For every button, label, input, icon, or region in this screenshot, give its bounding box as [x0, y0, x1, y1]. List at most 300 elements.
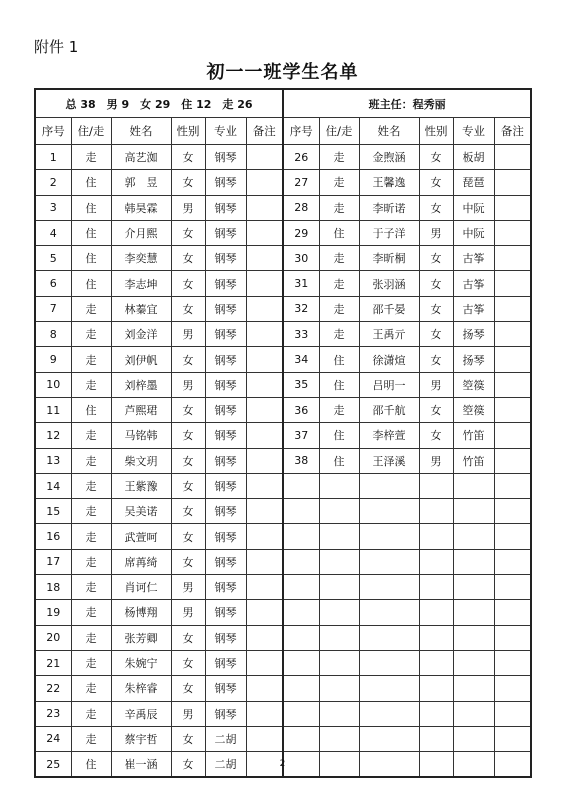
cell-gender: 女: [419, 322, 453, 347]
cell-gender: 女: [419, 423, 453, 448]
cell-seq: 34: [283, 347, 319, 372]
cell-stay: 走: [319, 296, 359, 321]
cell-major: 钢琴: [205, 372, 246, 397]
cell-name: 李奕慧: [111, 246, 171, 271]
table-row: [35, 473, 531, 498]
cell-major: 钢琴: [205, 575, 246, 600]
cell-remark: [494, 600, 531, 625]
cell-seq: 8: [35, 322, 71, 347]
header-cell: 性别: [419, 118, 453, 145]
cell-gender: 女: [171, 625, 205, 650]
cell-seq: 16: [35, 524, 71, 549]
cell-name: 邵千航: [359, 397, 419, 422]
cell-name: 朱梓睿: [111, 676, 171, 701]
cell-seq: [283, 600, 319, 625]
cell-remark: [494, 650, 531, 675]
cell-major: 钢琴: [205, 296, 246, 321]
cell-remark: [494, 347, 531, 372]
cell-gender: 男: [171, 372, 205, 397]
cell-seq: 13: [35, 448, 71, 473]
cell-stay: 走: [71, 524, 111, 549]
cell-gender: 男: [171, 600, 205, 625]
cell-stay: 住: [319, 372, 359, 397]
cell-major: 扬琴: [453, 347, 494, 372]
class-counts: 总 38 男 9 女 29 住 12 走 26: [35, 89, 283, 118]
cell-gender: 女: [171, 752, 205, 778]
cell-name: 辛禹辰: [111, 701, 171, 726]
cell-gender: 女: [171, 271, 205, 296]
cell-seq: 30: [283, 246, 319, 271]
cell-name: 柴文玥: [111, 448, 171, 473]
cell-name: 马铭韩: [111, 423, 171, 448]
table-row: [35, 499, 531, 524]
cell-seq: [283, 676, 319, 701]
cell-remark: [494, 195, 531, 220]
cell-name: [359, 600, 419, 625]
cell-seq: 1: [35, 145, 71, 170]
cell-stay: 走: [319, 271, 359, 296]
cell-seq: 9: [35, 347, 71, 372]
cell-name: 肖诃仁: [111, 575, 171, 600]
summary-row: [35, 89, 531, 118]
cell-name: 林蓁宜: [111, 296, 171, 321]
cell-name: 王泽溪: [359, 448, 419, 473]
cell-remark: [494, 499, 531, 524]
cell-seq: 15: [35, 499, 71, 524]
cell-name: [359, 625, 419, 650]
cell-gender: [419, 575, 453, 600]
cell-gender: 男: [171, 322, 205, 347]
cell-gender: 女: [171, 423, 205, 448]
cell-gender: [419, 625, 453, 650]
cell-gender: 女: [419, 271, 453, 296]
page-title: 初一一班学生名单: [206, 62, 359, 83]
cell-gender: 女: [419, 170, 453, 195]
cell-stay: 走: [319, 195, 359, 220]
cell-major: 钢琴: [205, 322, 246, 347]
cell-gender: 女: [419, 145, 453, 170]
cell-name: 李志坤: [111, 271, 171, 296]
cell-remark: [246, 271, 283, 296]
cell-seq: 19: [35, 600, 71, 625]
cell-name: 蔡宇哲: [111, 726, 171, 751]
cell-name: 李梓萱: [359, 423, 419, 448]
cell-major: [453, 650, 494, 675]
cell-gender: 女: [171, 220, 205, 245]
cell-stay: 走: [71, 347, 111, 372]
cell-name: 王馨逸: [359, 170, 419, 195]
cell-remark: [494, 170, 531, 195]
cell-remark: [246, 473, 283, 498]
cell-remark: [246, 372, 283, 397]
cell-major: 钢琴: [205, 271, 246, 296]
cell-stay: 住: [319, 220, 359, 245]
cell-seq: [283, 575, 319, 600]
cell-seq: 18: [35, 575, 71, 600]
cell-remark: [246, 220, 283, 245]
header-cell: 序号: [283, 118, 319, 145]
cell-gender: 男: [171, 195, 205, 220]
cell-stay: [319, 575, 359, 600]
cell-remark: [494, 676, 531, 701]
cell-gender: 女: [419, 397, 453, 422]
cell-remark: [494, 397, 531, 422]
cell-major: [453, 600, 494, 625]
cell-major: [453, 473, 494, 498]
cell-seq: 10: [35, 372, 71, 397]
cell-remark: [494, 246, 531, 271]
cell-remark: [494, 549, 531, 574]
cell-major: 钢琴: [205, 549, 246, 574]
cell-major: 琵琶: [453, 170, 494, 195]
table-row: [35, 423, 531, 448]
table-row: [35, 650, 531, 675]
cell-stay: 走: [319, 145, 359, 170]
student-roster-table: [34, 88, 532, 778]
cell-gender: 女: [419, 195, 453, 220]
table-row: [35, 296, 531, 321]
cell-major: 钢琴: [205, 701, 246, 726]
cell-stay: 走: [71, 473, 111, 498]
cell-major: 钢琴: [205, 347, 246, 372]
cell-gender: [419, 499, 453, 524]
cell-name: [359, 575, 419, 600]
cell-major: 中阮: [453, 220, 494, 245]
head-teacher: 班主任：程秀丽: [283, 89, 531, 118]
cell-remark: [494, 524, 531, 549]
cell-seq: [283, 625, 319, 650]
table-row: [35, 549, 531, 574]
table-row: [35, 246, 531, 271]
cell-seq: 27: [283, 170, 319, 195]
cell-gender: 女: [419, 246, 453, 271]
cell-remark: [246, 600, 283, 625]
cell-remark: [246, 676, 283, 701]
cell-remark: [246, 322, 283, 347]
cell-stay: 住: [71, 397, 111, 422]
cell-seq: 3: [35, 195, 71, 220]
header-row: [35, 118, 531, 145]
table-row: [35, 347, 531, 372]
cell-remark: [246, 625, 283, 650]
header-cell: 专业: [453, 118, 494, 145]
cell-name: 崔一涵: [111, 752, 171, 778]
cell-remark: [494, 575, 531, 600]
cell-gender: [419, 650, 453, 675]
cell-remark: [246, 448, 283, 473]
cell-major: 钢琴: [205, 625, 246, 650]
cell-gender: 男: [419, 372, 453, 397]
cell-stay: 走: [71, 145, 111, 170]
cell-major: 二胡: [205, 752, 246, 778]
cell-stay: 住: [319, 347, 359, 372]
cell-gender: 女: [171, 676, 205, 701]
cell-major: 钢琴: [205, 524, 246, 549]
cell-remark: [246, 246, 283, 271]
cell-major: 古筝: [453, 246, 494, 271]
cell-remark: [494, 271, 531, 296]
cell-major: 钢琴: [205, 397, 246, 422]
cell-major: 钢琴: [205, 650, 246, 675]
cell-major: [453, 726, 494, 751]
cell-stay: 住: [71, 271, 111, 296]
cell-name: 芦熙珺: [111, 397, 171, 422]
cell-gender: 女: [171, 726, 205, 751]
header-cell: 姓名: [111, 118, 171, 145]
cell-seq: 37: [283, 423, 319, 448]
page-number: 2: [279, 759, 286, 769]
cell-stay: [319, 625, 359, 650]
cell-stay: [319, 676, 359, 701]
cell-seq: [283, 499, 319, 524]
cell-remark: [246, 296, 283, 321]
cell-name: 张羽涵: [359, 271, 419, 296]
table-row: [35, 701, 531, 726]
cell-seq: 25: [35, 752, 71, 778]
cell-name: [359, 650, 419, 675]
cell-gender: [419, 600, 453, 625]
cell-gender: 男: [419, 220, 453, 245]
cell-seq: 33: [283, 322, 319, 347]
cell-seq: 23: [35, 701, 71, 726]
cell-seq: 6: [35, 271, 71, 296]
cell-remark: [494, 625, 531, 650]
cell-remark: [494, 423, 531, 448]
cell-seq: 7: [35, 296, 71, 321]
cell-gender: 女: [171, 296, 205, 321]
cell-name: 郭 昱: [111, 170, 171, 195]
table-row: [35, 575, 531, 600]
cell-gender: 女: [171, 170, 205, 195]
cell-gender: 女: [171, 650, 205, 675]
cell-major: 钢琴: [205, 170, 246, 195]
cell-seq: [283, 650, 319, 675]
cell-gender: 女: [419, 296, 453, 321]
table-row: [35, 726, 531, 751]
table-row: [35, 195, 531, 220]
cell-gender: [419, 473, 453, 498]
cell-stay: [319, 549, 359, 574]
cell-major: [453, 549, 494, 574]
cell-major: 钢琴: [205, 499, 246, 524]
cell-major: 竹笛: [453, 423, 494, 448]
cell-remark: [246, 423, 283, 448]
cell-seq: 31: [283, 271, 319, 296]
cell-major: 古筝: [453, 296, 494, 321]
cell-stay: 走: [319, 170, 359, 195]
cell-major: 钢琴: [205, 423, 246, 448]
cell-major: [453, 676, 494, 701]
cell-gender: 女: [419, 347, 453, 372]
cell-major: [453, 499, 494, 524]
table-row: [35, 397, 531, 422]
cell-seq: 20: [35, 625, 71, 650]
cell-gender: [419, 549, 453, 574]
cell-major: 钢琴: [205, 676, 246, 701]
cell-remark: [246, 195, 283, 220]
cell-name: 吴美诺: [111, 499, 171, 524]
cell-name: 金煦涵: [359, 145, 419, 170]
header-cell: 序号: [35, 118, 71, 145]
cell-seq: [283, 549, 319, 574]
cell-name: 王禹亓: [359, 322, 419, 347]
cell-stay: 走: [71, 625, 111, 650]
attachment-label: 附件 1: [34, 38, 79, 56]
cell-major: [453, 625, 494, 650]
cell-name: 张芳卿: [111, 625, 171, 650]
cell-stay: 住: [319, 423, 359, 448]
cell-name: [359, 549, 419, 574]
cell-remark: [494, 322, 531, 347]
cell-remark: [246, 524, 283, 549]
cell-stay: 走: [319, 322, 359, 347]
cell-seq: [283, 701, 319, 726]
cell-stay: 走: [71, 499, 111, 524]
cell-name: 于子洋: [359, 220, 419, 245]
header-cell: 姓名: [359, 118, 419, 145]
table-row: [35, 372, 531, 397]
cell-stay: [319, 600, 359, 625]
cell-seq: 29: [283, 220, 319, 245]
cell-remark: [246, 170, 283, 195]
cell-name: 武萱呵: [111, 524, 171, 549]
cell-remark: [494, 372, 531, 397]
cell-stay: 走: [71, 726, 111, 751]
cell-seq: 17: [35, 549, 71, 574]
cell-name: 高艺洳: [111, 145, 171, 170]
cell-major: 箜篌: [453, 372, 494, 397]
header-cell: 备注: [246, 118, 283, 145]
cell-seq: 26: [283, 145, 319, 170]
cell-name: 刘金洋: [111, 322, 171, 347]
cell-remark: [246, 701, 283, 726]
cell-stay: 住: [319, 448, 359, 473]
cell-major: 中阮: [453, 195, 494, 220]
cell-gender: [419, 676, 453, 701]
cell-gender: 女: [171, 246, 205, 271]
table-row: [35, 625, 531, 650]
header-cell: 住/走: [71, 118, 111, 145]
cell-remark: [494, 701, 531, 726]
cell-seq: [283, 473, 319, 498]
table-row: [35, 448, 531, 473]
cell-major: 古筝: [453, 271, 494, 296]
cell-name: [359, 524, 419, 549]
cell-stay: [319, 499, 359, 524]
cell-seq: 14: [35, 473, 71, 498]
cell-stay: [319, 473, 359, 498]
cell-gender: 女: [171, 347, 205, 372]
cell-seq: 38: [283, 448, 319, 473]
cell-major: [453, 524, 494, 549]
cell-gender: 女: [171, 473, 205, 498]
cell-seq: [283, 524, 319, 549]
cell-name: 朱婉宁: [111, 650, 171, 675]
cell-stay: 走: [71, 423, 111, 448]
cell-seq: 28: [283, 195, 319, 220]
cell-seq: [283, 726, 319, 751]
cell-remark: [246, 549, 283, 574]
cell-major: [453, 575, 494, 600]
cell-stay: [319, 701, 359, 726]
cell-name: 李昕桐: [359, 246, 419, 271]
cell-stay: 走: [71, 676, 111, 701]
cell-name: 徐潇煊: [359, 347, 419, 372]
cell-gender: 女: [171, 549, 205, 574]
cell-name: 刘伊帆: [111, 347, 171, 372]
cell-gender: 女: [171, 524, 205, 549]
table-row: [35, 676, 531, 701]
cell-major: 扬琴: [453, 322, 494, 347]
header-cell: 专业: [205, 118, 246, 145]
cell-gender: [419, 726, 453, 751]
cell-name: [359, 473, 419, 498]
cell-seq: 32: [283, 296, 319, 321]
cell-major: 钢琴: [205, 600, 246, 625]
cell-seq: 21: [35, 650, 71, 675]
cell-stay: 走: [71, 549, 111, 574]
cell-gender: 男: [419, 448, 453, 473]
cell-seq: 5: [35, 246, 71, 271]
cell-major: 钢琴: [205, 473, 246, 498]
cell-remark: [246, 499, 283, 524]
cell-seq: 4: [35, 220, 71, 245]
cell-major: 二胡: [205, 726, 246, 751]
cell-name: 邵千晏: [359, 296, 419, 321]
cell-seq: 12: [35, 423, 71, 448]
cell-major: 竹笛: [453, 448, 494, 473]
cell-major: [453, 701, 494, 726]
cell-name: 李昕诺: [359, 195, 419, 220]
cell-remark: [246, 726, 283, 751]
cell-seq: 36: [283, 397, 319, 422]
table-row: [35, 271, 531, 296]
cell-remark: [246, 575, 283, 600]
header-cell: 性别: [171, 118, 205, 145]
table-row: [35, 524, 531, 549]
cell-stay: 住: [71, 195, 111, 220]
cell-seq: 22: [35, 676, 71, 701]
cell-stay: 走: [319, 246, 359, 271]
cell-major: 钢琴: [205, 246, 246, 271]
header-cell: 备注: [494, 118, 531, 145]
cell-name: [359, 676, 419, 701]
cell-name: [359, 726, 419, 751]
cell-stay: 走: [71, 600, 111, 625]
table-row: [35, 145, 531, 170]
cell-remark: [494, 220, 531, 245]
cell-gender: 男: [171, 575, 205, 600]
cell-name: 刘梓墨: [111, 372, 171, 397]
cell-name: [359, 499, 419, 524]
cell-name: 席苒绮: [111, 549, 171, 574]
cell-remark: [494, 145, 531, 170]
cell-gender: 女: [171, 397, 205, 422]
cell-gender: 女: [171, 145, 205, 170]
cell-gender: [419, 524, 453, 549]
cell-name: 介月熙: [111, 220, 171, 245]
cell-major: 板胡: [453, 145, 494, 170]
cell-remark: [246, 397, 283, 422]
cell-stay: 住: [71, 246, 111, 271]
cell-remark: [494, 473, 531, 498]
cell-remark: [246, 347, 283, 372]
cell-stay: 走: [71, 650, 111, 675]
cell-stay: 走: [71, 701, 111, 726]
cell-stay: 住: [71, 752, 111, 778]
cell-stay: 走: [71, 296, 111, 321]
table-row: [35, 220, 531, 245]
